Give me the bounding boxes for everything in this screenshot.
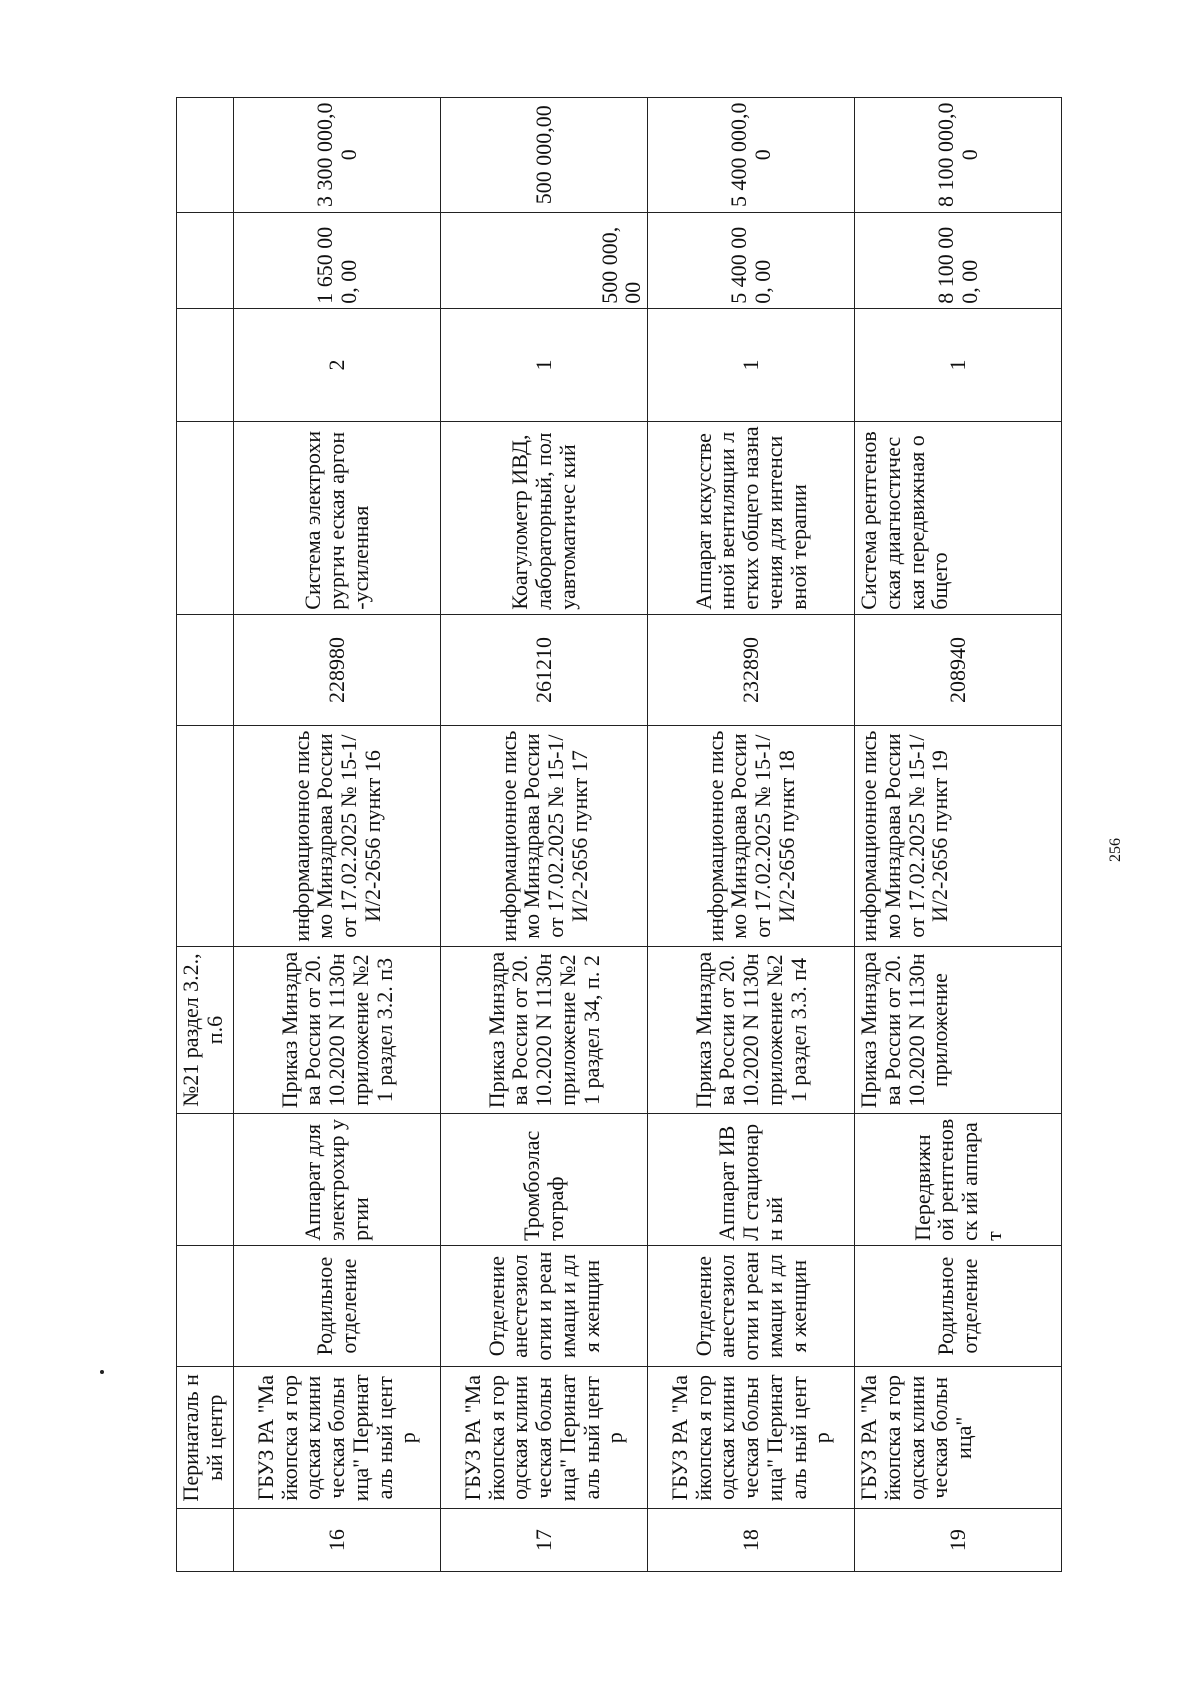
rotated-table-container (176, 97, 1054, 1572)
letter-cell: информационное письмо Минздрава России от 17.02.2025 № 15-1/И/2-2656 пункт 19 (855, 726, 1062, 947)
quantity-cell: 1 (648, 308, 855, 421)
letter-cell: информационное письмо Минздрава России от 17.02.2025 № 15-1/И/2-2656 пункт 18 (648, 726, 855, 947)
header-cell-price (177, 212, 234, 308)
item-name-cell: Система электрохирургич еская аргон-усиленная (234, 422, 441, 614)
item-name-cell: Аппарат искусственной вентиляции легких общего назначения для интенсивной терапии (648, 422, 855, 614)
letter-cell: информационное письмо Минздрава России от 17.02.2025 № 15-1/И/2-2656 пункт 17 (441, 726, 648, 947)
row-number: 18 (648, 1509, 855, 1572)
page-number: 256 (1107, 838, 1124, 862)
header-cell-name (177, 422, 234, 614)
code-cell: 208940 (855, 614, 1062, 725)
header-cell-org: Перинаталь ный центр (177, 1367, 234, 1509)
total-cell: 500 000,00 (441, 98, 648, 213)
row-number: 19 (855, 1509, 1062, 1572)
unit-price-cell: 5 400 000, 00 (648, 212, 855, 308)
table-row (648, 98, 855, 1572)
quantity-cell: 1 (441, 308, 648, 421)
total-cell: 3 300 000,00 (234, 98, 441, 213)
order-cell: Приказ Минздрава России от 20.10.2020 N 1130н приложение №21 раздел 3.3. п4 (648, 946, 855, 1113)
table-row (855, 98, 1062, 1572)
equipment-cell: Передвижн ой рентгеновск ий аппарат (855, 1114, 1062, 1246)
order-cell: Приказ Минздрава России от 20.10.2020 N 1130н приложение №21 раздел 34, п. 2 (441, 946, 648, 1113)
total-cell: 5 400 000,00 (648, 98, 855, 213)
item-name-cell: Система рентгеновская диагностическая передвижная общего (855, 422, 1062, 614)
department-cell: Отделение анестезиол огии и реанимаци и для женщин (648, 1245, 855, 1367)
equipment-cell: Аппарат ИВЛ стационарн ый (648, 1114, 855, 1246)
organization-cell: ГБУЗ РА "Майкопска я городская клиническая больница" Перинаталь ный центр (234, 1367, 441, 1509)
department-cell: Отделение анестезиол огии и реанимаци и для женщин (441, 1245, 648, 1367)
header-cell-code (177, 614, 234, 725)
quantity-cell: 2 (234, 308, 441, 421)
equipment-cell: Тромбоэлас тограф (441, 1114, 648, 1246)
organization-cell: ГБУЗ РА "Майкопска я городская клиническая больница" Перинаталь ный центр (648, 1367, 855, 1509)
unit-price-cell: 8 100 000, 00 (855, 212, 1062, 308)
header-cell-letter (177, 726, 234, 947)
header-cell-order: №21 раздел 3.2., п.6 (177, 946, 234, 1113)
header-cell-num (177, 1509, 234, 1572)
header-cell-total (177, 98, 234, 213)
order-cell: Приказ Минздрава России от 20.10.2020 N 1130н приложение №21 раздел 3.2. п3 (234, 946, 441, 1113)
quantity-cell: 1 (855, 308, 1062, 421)
code-cell: 232890 (648, 614, 855, 725)
equipment-table (176, 97, 1062, 1572)
organization-cell: ГБУЗ РА "Майкопска я городская клиническая больница" Перинаталь ный центр (441, 1367, 648, 1509)
table-header-row (177, 98, 234, 1572)
table-row (441, 98, 648, 1572)
unit-price-cell: 1 650 000, 00 (234, 212, 441, 308)
organization-cell: ГБУЗ РА "Майкопска я городская клиническая больница" (855, 1367, 1062, 1509)
order-cell: Приказ Минздрава России от 20.10.2020 N 1130н приложение (855, 946, 1062, 1113)
unit-price-cell: 500 000,00 (441, 212, 648, 308)
item-name-cell: Коагулометр ИВД, лабораторный, полуавтоматичес кий (441, 422, 648, 614)
total-cell: 8 100 000,00 (855, 98, 1062, 213)
row-number: 16 (234, 1509, 441, 1572)
equipment-cell: Аппарат для электрохир ургии (234, 1114, 441, 1246)
code-cell: 261210 (441, 614, 648, 725)
header-cell-equipment (177, 1114, 234, 1246)
row-number: 17 (441, 1509, 648, 1572)
department-cell: Родильное отделение (234, 1245, 441, 1367)
letter-cell: информационное письмо Минздрава России от 17.02.2025 № 15-1/И/2-2656 пункт 16 (234, 726, 441, 947)
code-cell: 228980 (234, 614, 441, 725)
department-cell: Родильное отделение (855, 1245, 1062, 1367)
header-cell-dept (177, 1245, 234, 1367)
scan-speck (100, 1370, 104, 1374)
header-cell-qty (177, 308, 234, 421)
table-row (234, 98, 441, 1572)
